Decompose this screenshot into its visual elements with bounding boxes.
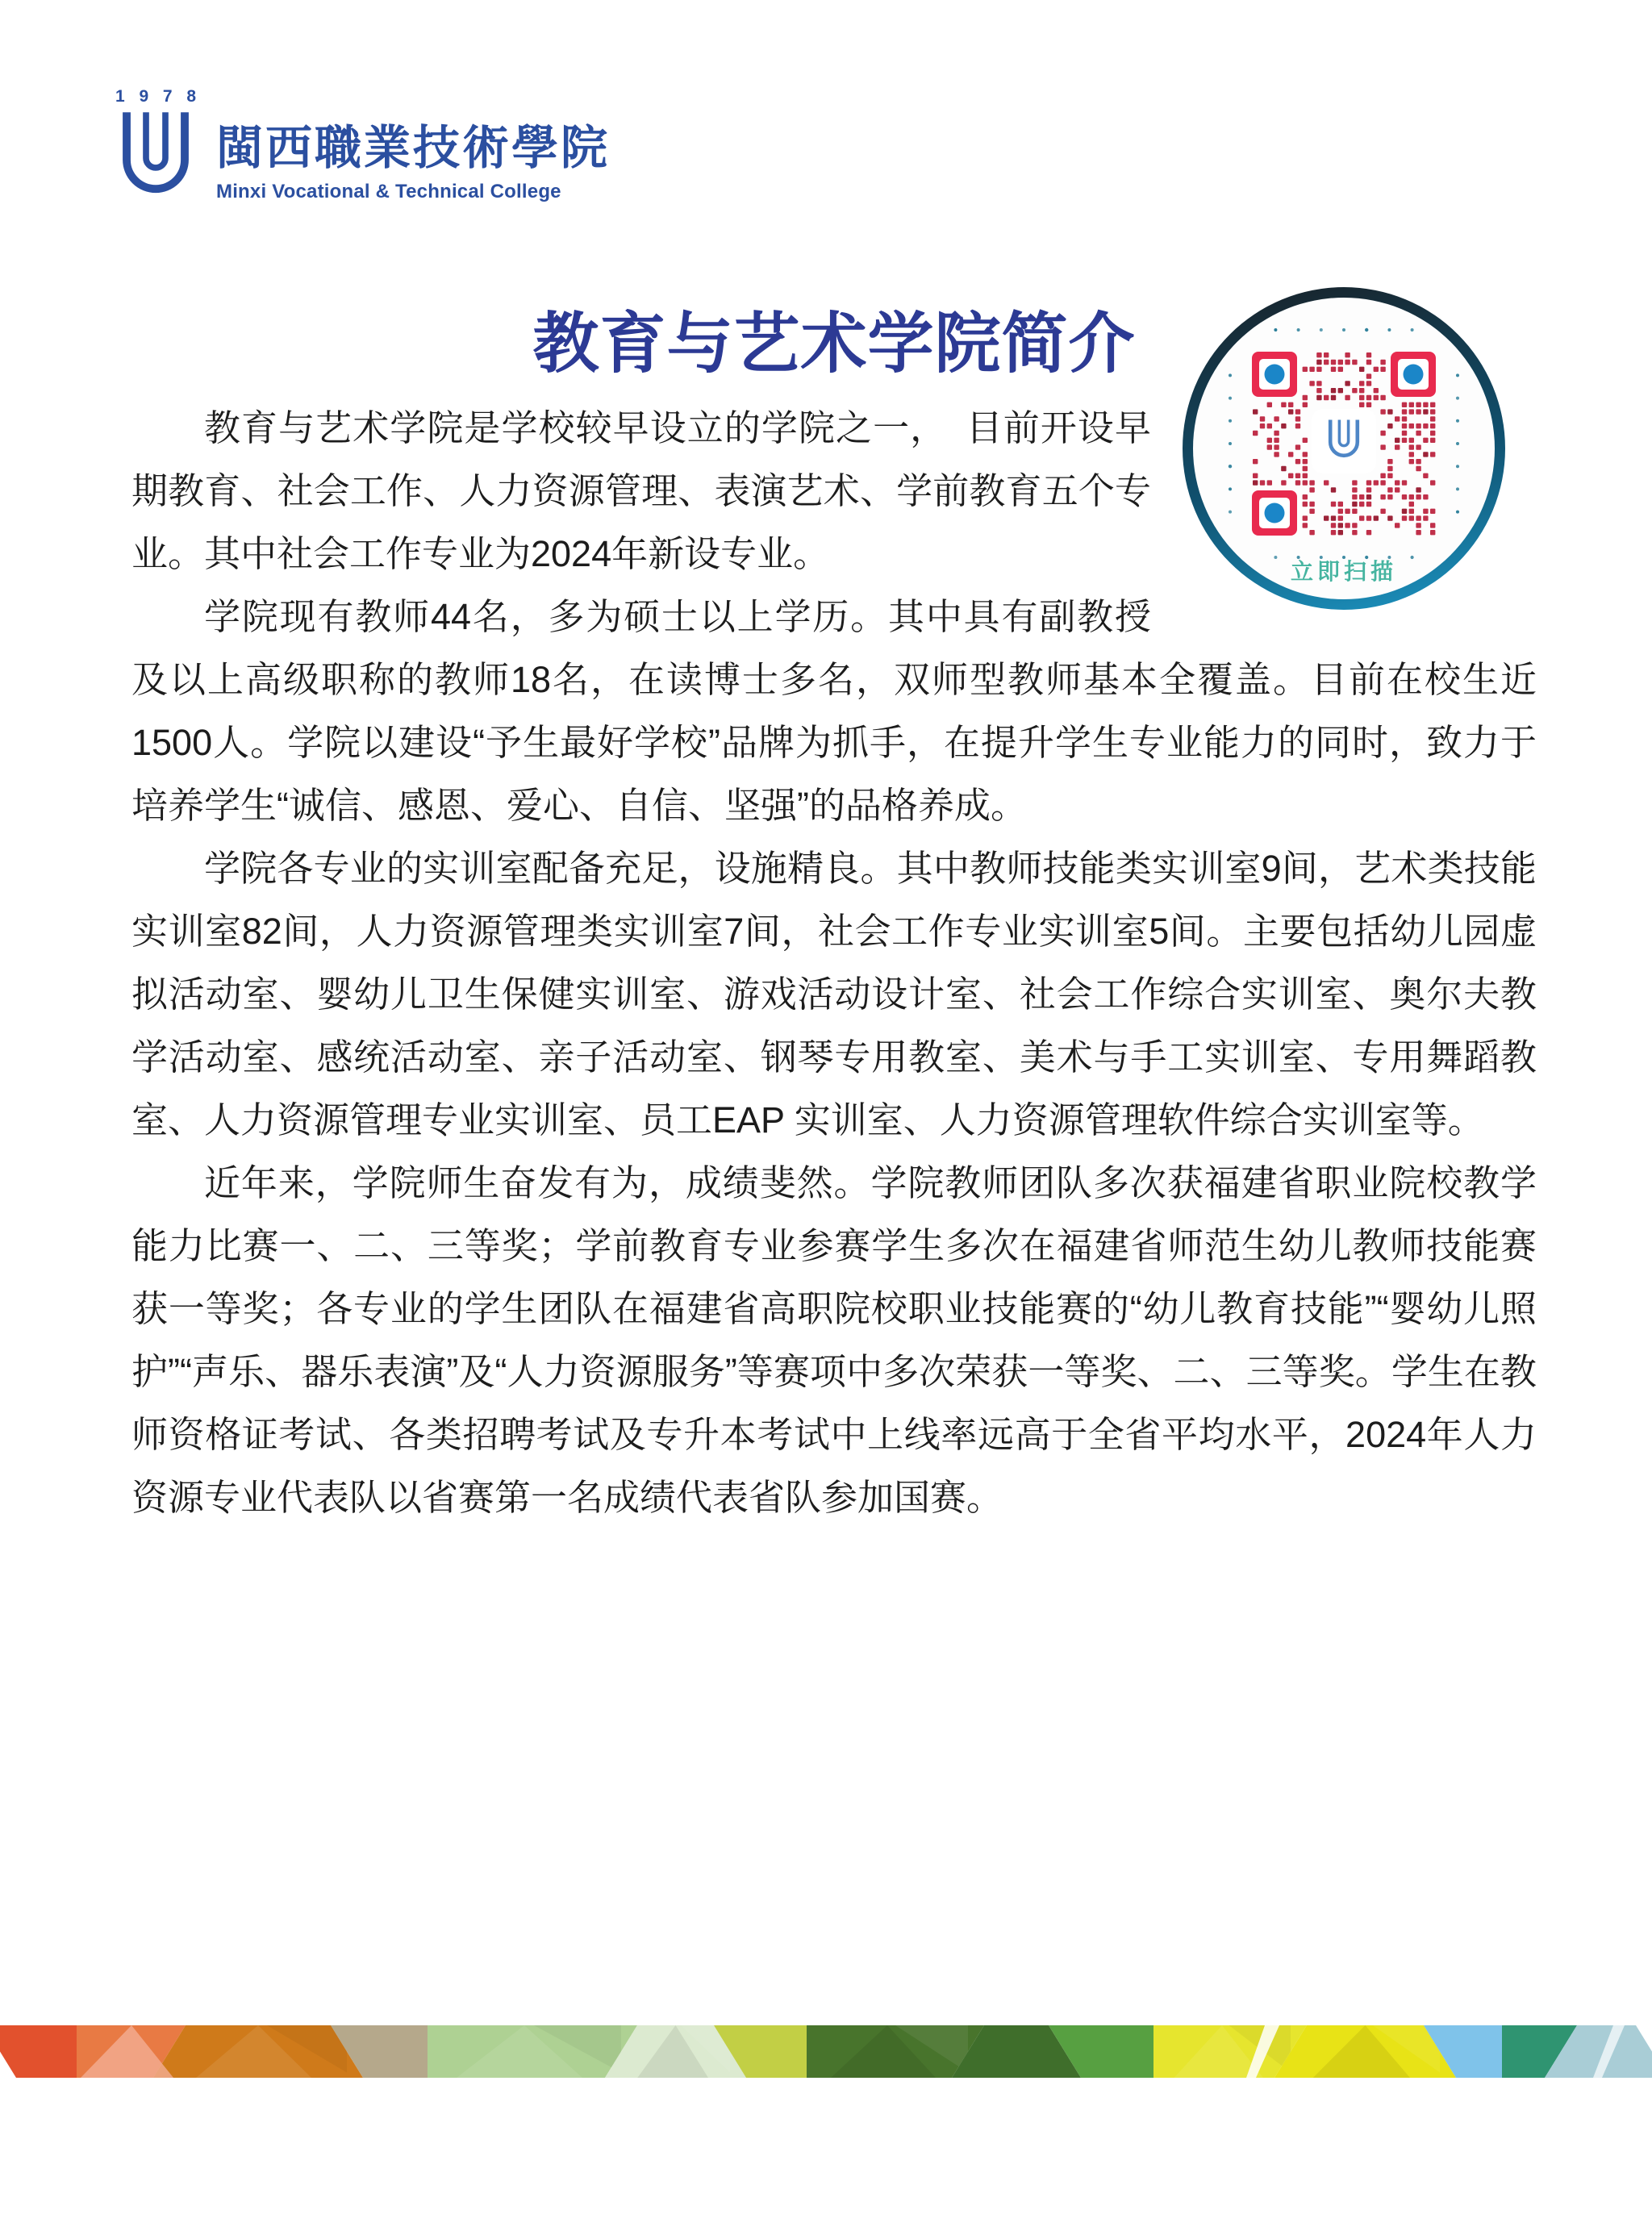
logo-cn-name: 閩西職業技術學院 <box>216 122 611 174</box>
logo-en-name: Minxi Vocational & Technical College <box>216 181 561 202</box>
college-u-icon <box>115 110 196 206</box>
logo-year-digit: 1 <box>115 87 125 106</box>
footer-banner-art <box>0 2025 1652 2078</box>
article <box>131 287 1537 1529</box>
paragraph: 近年来，学院师生奋发有为，成绩斐然。学院教师团队多次获福建省职业院校教学能力比赛一、二、三等奖；学前教育专业参赛学生多次在福建省师范生幼儿教师技能赛获一等奖；各专业的学生团队在福建省高职院校职业技能赛的“幼儿教育技能”“婴幼儿照护”“声乐、器乐表演”及“人力资源服务”等赛项中多次荣获一等奖、二、三等奖。学生在教师资格证考试、各类招聘考试及专升本考试中上线率远高于全省平均水平，2024年人力资源专业代表队以省赛第一名成绩代表省队参加国赛。 <box>131 1162 1537 1518</box>
college-names <box>216 123 610 206</box>
college-u-mark <box>111 87 200 206</box>
qr-text-wrap-spacer <box>1151 397 1537 629</box>
footer-banner <box>0 2025 1652 2078</box>
paragraph: 学院各专业的实训室配备充足，设施精良。其中教师技能类实训室9间，艺术类技能实训室82间，人力资源管理类实训室7间，社会工作专业实训室5间。主要包括幼儿园虚拟活动室、婴幼儿卫生保健实训室、游戏活动设计室、社会工作综合实训室、奥尔夫教学活动室、感统活动室、亲子活动室、钢琴专用教室、美术与手工实训室、专用舞蹈教室、人力资源管理专业实训室、员工EAP 实训室、人力资源管理软件综合实训室等。 <box>131 848 1537 1141</box>
logo-founding-year <box>115 87 196 106</box>
paragraph: 教育与艺术学院是学校较早设立的学院之一， 目前开设早期教育、社会工作、人力资源管理、表演艺术、学前教育五个专业。其中社会工作专业为2024年新设专业。 <box>131 407 1151 574</box>
logo-year-digit: 8 <box>186 87 196 106</box>
paragraph: 学院现有教师44名，多为硕士以上学历。其中具有副教授及以上高级职称的教师18名，在读博士多名，双师型教师基本全覆盖。目前在校生近1500人。学院以建设“予生最好学校”品牌为抓手，在提升学生专业能力的同时，致力于培养学生“诚信、感恩、爱心、自信、坚强”的品格养成。 <box>131 596 1537 826</box>
qr-scan-label: 立即扫描 <box>1290 559 1397 584</box>
logo-year-digit: 9 <box>139 87 149 106</box>
college-logo <box>111 87 610 206</box>
logo-year-digit: 7 <box>162 87 173 106</box>
page-title: 教育与艺术学院简介 <box>532 307 1136 381</box>
